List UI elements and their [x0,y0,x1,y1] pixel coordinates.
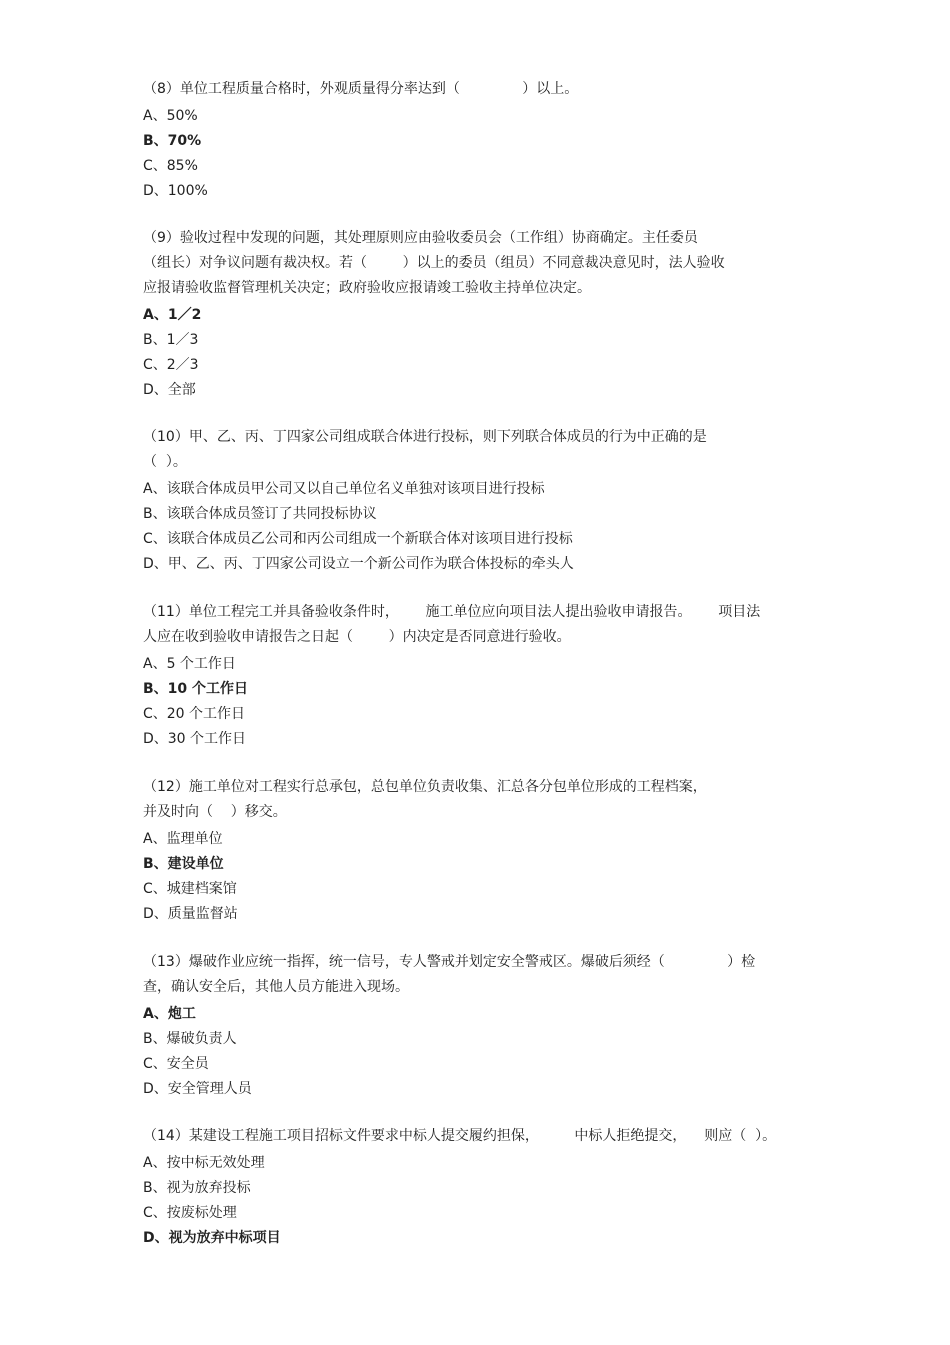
option-b: B、视为放弃投标 [143,1180,251,1196]
option-c: C、城建档案馆 [143,881,237,897]
stem-line: 查，确认安全后，其他人员方能进入现场。 [143,979,409,995]
option-b: B、10 个工作日 [143,681,249,697]
option-d: D、视为放弃中标项目 [143,1230,281,1246]
option-d: D、质量监督站 [143,906,238,922]
option-b: B、建设单位 [143,856,224,872]
question-stem [143,1124,813,1149]
option-c: C、按废标处理 [143,1205,237,1221]
stem-line: （10）甲、乙、丙、丁四家公司组成联合体进行投标，则下列联合体成员的行为中正确的是 [143,429,707,445]
question-stem [143,226,813,301]
option-a: A、炮工 [143,1006,196,1022]
question-stem [143,77,813,102]
question-12 [143,775,813,927]
stem-line: 应报请验收监督管理机关决定；政府验收应报请竣工验收主持单位决定。 [143,280,591,296]
option-d: D、全部 [143,382,196,398]
question-stem [143,425,813,475]
option-a: A、按中标无效处理 [143,1155,265,1171]
stem-line: （组长）对争议问题有裁决权。若（ ）以上的委员（组员）不同意裁决意见时，法人验收 [143,255,725,271]
option-c: C、安全员 [143,1056,209,1072]
question-8 [143,77,813,204]
option-c: C、2／3 [143,357,199,373]
option-d: D、30 个工作日 [143,731,247,747]
option-b: B、该联合体成员签订了共同投标协议 [143,506,377,522]
stem-line: （12）施工单位对工程实行总承包，总包单位负责收集、汇总各分包单位形成的工程档案， [143,779,707,795]
stem-line: （ ）。 [143,454,187,470]
option-a: A、5 个工作日 [143,656,236,672]
option-b: B、1／3 [143,332,199,348]
question-10 [143,425,813,577]
option-c: C、20 个工作日 [143,706,246,722]
option-d: D、100% [143,183,208,199]
question-9 [143,226,813,403]
stem-line: （11）单位工程完工并具备验收条件时， 施工单位应向项目法人提出验收申请报告。 项目法 [143,604,761,620]
stem-line: （9）验收过程中发现的问题，其处理原则应由验收委员会（工作组）协商确定。主任委员 [143,230,698,246]
option-a: A、监理单位 [143,831,223,847]
question-stem [143,950,813,1000]
option-c: C、该联合体成员乙公司和丙公司组成一个新联合体对该项目进行投标 [143,531,573,547]
option-a: A、1／2 [143,307,202,323]
question-stem [143,600,813,650]
question-13 [143,950,813,1102]
stem-line: 人应在收到验收申请报告之日起（ ）内决定是否同意进行验收。 [143,629,571,645]
stem-line: （13）爆破作业应统一指挥，统一信号，专人警戒并划定安全警戒区。爆破后须经（ ）检 [143,954,756,970]
option-c: C、85% [143,158,198,174]
option-b: B、爆破负责人 [143,1031,237,1047]
question-11 [143,600,813,752]
stem-line: （8）单位工程质量合格时，外观质量得分率达到（ ）以上。 [143,81,579,97]
stem-line: 并及时向（ ）移交。 [143,804,287,820]
option-a: A、该联合体成员甲公司又以自己单位名义单独对该项目进行投标 [143,481,545,497]
option-b: B、70% [143,133,202,149]
question-14 [143,1124,813,1251]
option-a: A、50% [143,108,198,124]
stem-line: （14）某建设工程施工项目招标文件要求中标人提交履约担保， 中标人拒绝提交， 则应（ ）。 [143,1128,777,1144]
question-stem [143,775,813,825]
option-d: D、甲、乙、丙、丁四家公司设立一个新公司作为联合体投标的牵头人 [143,556,574,572]
option-d: D、安全管理人员 [143,1081,252,1097]
